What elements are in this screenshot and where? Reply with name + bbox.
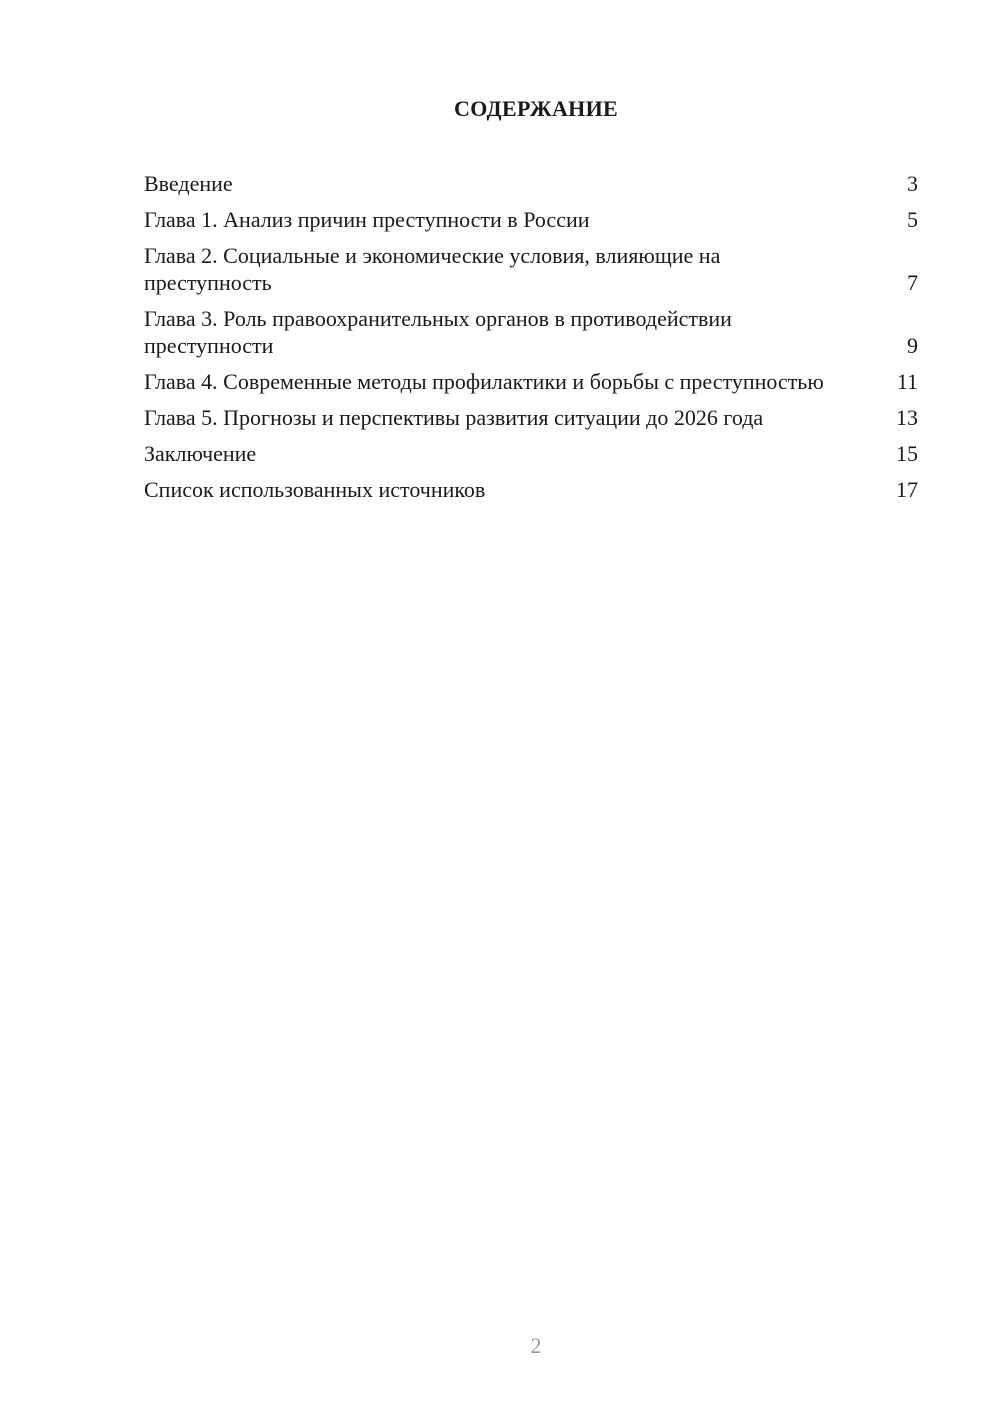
toc-entry-page: 9 [907,333,918,358]
toc-entry-page: 15 [896,441,918,466]
table-of-contents [144,170,918,512]
toc-entry [144,305,918,359]
toc-entry-page: 3 [907,171,918,196]
toc-entry [144,206,918,233]
page-number: 2 [530,1333,542,1358]
toc-entry-title: Глава 1. Анализ причин преступности в России [144,207,590,232]
page-title: СОДЕРЖАНИЕ [454,96,618,121]
toc-entry [144,440,918,467]
toc-entry-page: 11 [896,369,918,394]
toc-entry-title: Список использованных источников [144,477,486,502]
toc-entry-page: 17 [896,477,918,502]
toc-entry [144,170,918,197]
toc-entry-page: 5 [907,207,918,232]
toc-entry-page: 7 [907,270,918,295]
toc-entry [144,242,918,296]
toc-entry-title: Заключение [144,441,257,466]
toc-entry-title: Глава 3. Роль правоохранительных органов в противодействии преступности [144,306,732,358]
toc-entry [144,404,918,431]
toc-entry-title: Глава 5. Прогнозы и перспективы развития ситуации до 2026 года [144,405,764,430]
toc-entry-title: Глава 2. Социальные и экономические условия, влияющие на преступность [144,243,721,295]
toc-entry-page: 13 [896,405,918,430]
toc-entry-title: Введение [144,171,233,196]
toc-entry [144,476,918,503]
toc-entry-title: Глава 4. Современные методы профилактики и борьбы с преступностью [144,369,824,394]
toc-entry [144,368,918,395]
